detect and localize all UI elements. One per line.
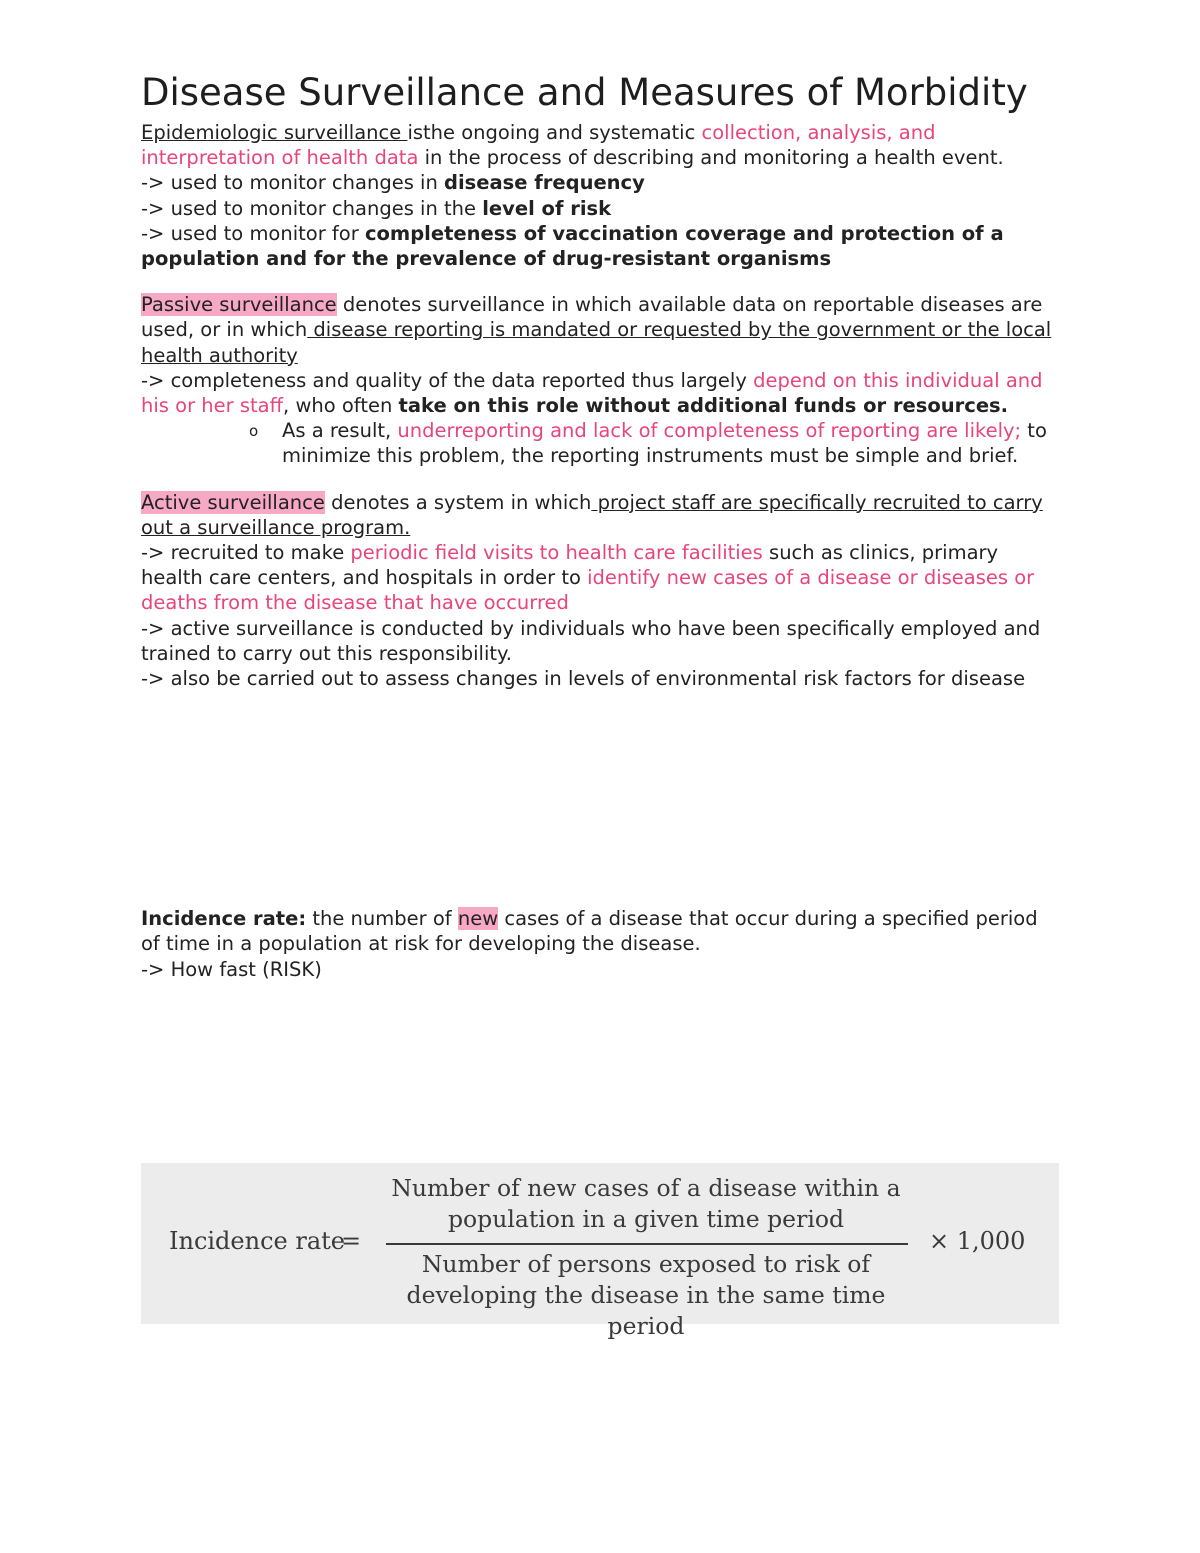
- epi-point-2-text: -> used to monitor changes in the: [141, 196, 483, 220]
- document-page: [141, 70, 1061, 982]
- active-point-3: -> also be carried out to assess changes in levels of environmental risk factors for disease: [141, 667, 1026, 691]
- active-point-1-pink: periodic field visits to health care facilities: [350, 541, 763, 565]
- active-point-1-pink-2: identify new cases of a disease or diseases or deaths from the disease that have occurred: [141, 566, 1035, 615]
- page-title: Disease Surveillance and Measures of Morbidity: [141, 71, 1028, 114]
- passive-point-1: [141, 368, 1061, 418]
- passive-bullet-text-2: to minimize this problem, the reporting instruments must be simple and brief.: [282, 419, 1047, 468]
- active-underlined: project staff are specifically recruited to carry out a surveillance program.: [141, 490, 1043, 539]
- formula-denominator-line-1: Number of persons exposed to risk of: [421, 1250, 871, 1278]
- epi-point-1-bold: disease frequency: [444, 171, 645, 195]
- epi-point-2-bold: level of risk: [482, 196, 612, 220]
- formula-numerator-line-1: Number of new cases of a disease within a: [391, 1174, 901, 1202]
- passive-term: Passive surveillance: [141, 293, 337, 317]
- passive-point-1-bold: take on this role without additional funds or resources.: [398, 394, 1009, 418]
- passive-text-1: denotes surveillance in which available data on reportable diseases are used, or in which: [141, 293, 1043, 342]
- epi-text-2: in the process of describing and monitoring a health event.: [418, 146, 1004, 170]
- epi-text-1: isthe ongoing and systematic: [407, 121, 702, 144]
- epi-point-3-bold: completeness of vaccination coverage and protection of a population and for the prevalence of drug-resistant organisms: [141, 221, 1004, 271]
- formula-denominator-line-2: developing the disease in the same time period: [406, 1281, 886, 1340]
- passive-bullet-text: As a result,: [282, 419, 398, 443]
- spacer: [141, 469, 1061, 490]
- formula-numerator: [381, 1173, 911, 1235]
- formula-equals: =: [341, 1227, 362, 1255]
- active-term: Active surveillance: [141, 490, 325, 514]
- epi-point-1-text: -> used to monitor changes in: [141, 171, 445, 195]
- epi-definition: [141, 120, 1061, 170]
- active-text-1: denotes a system in which: [324, 490, 592, 514]
- passive-definition: [141, 292, 1061, 368]
- formula-fraction-bar: [386, 1243, 908, 1245]
- epi-point-2: [141, 196, 1061, 221]
- epi-point-3-text: -> used to monitor for: [141, 221, 365, 245]
- formula-denominator: [381, 1249, 911, 1342]
- spacer: [141, 271, 1061, 292]
- epi-highlight: collection, analysis, and interpretation of health data: [141, 121, 936, 170]
- incidence-term: Incidence rate:: [141, 907, 307, 931]
- formula-multiplier: × 1,000: [929, 1227, 1026, 1255]
- passive-bullet: [141, 418, 1061, 468]
- epi-point-1: [141, 170, 1061, 195]
- incidence-text-2: cases of a disease that occur during a specified period of time in a population at risk for developing the disease.: [141, 907, 1038, 956]
- passive-point-1-text: -> completeness and quality of the data reported thus largely: [141, 368, 754, 392]
- active-point-1: [141, 540, 1061, 616]
- incidence-highlight: new: [457, 907, 499, 931]
- incidence-definition: [141, 906, 1061, 956]
- passive-point-1-text-2: , who often: [283, 394, 399, 418]
- passive-bullet-pink: underreporting and lack of completeness of reporting are likely;: [397, 419, 1022, 443]
- active-point-2: -> active surveillance is conducted by individuals who have been specifically employed and trained to carry out this responsibility.: [141, 616, 1041, 665]
- passive-underlined: disease reporting is mandated or requested by the government or the local health authority: [141, 318, 1052, 367]
- bullet-marker: o: [249, 422, 259, 441]
- epi-term: Epidemiologic surveillance: [141, 121, 408, 144]
- incidence-text-1: the number of: [306, 907, 458, 931]
- active-definition: [141, 490, 1061, 540]
- incidence-formula-image: [141, 1163, 1059, 1340]
- spacer-large: [141, 691, 1061, 906]
- passive-point-1-pink: depend on this individual and his or her staff: [141, 368, 1043, 418]
- formula-numerator-line-2: population in a given time period: [447, 1205, 845, 1233]
- incidence-point-1: -> How fast (RISK): [141, 957, 322, 981]
- active-point-1-text-2: such as clinics, primary health care centers, and hospitals in order to: [141, 541, 999, 590]
- active-point-1-text: -> recruited to make: [141, 541, 351, 565]
- formula-lhs: Incidence rate: [169, 1227, 345, 1255]
- epi-point-3: [141, 221, 1061, 271]
